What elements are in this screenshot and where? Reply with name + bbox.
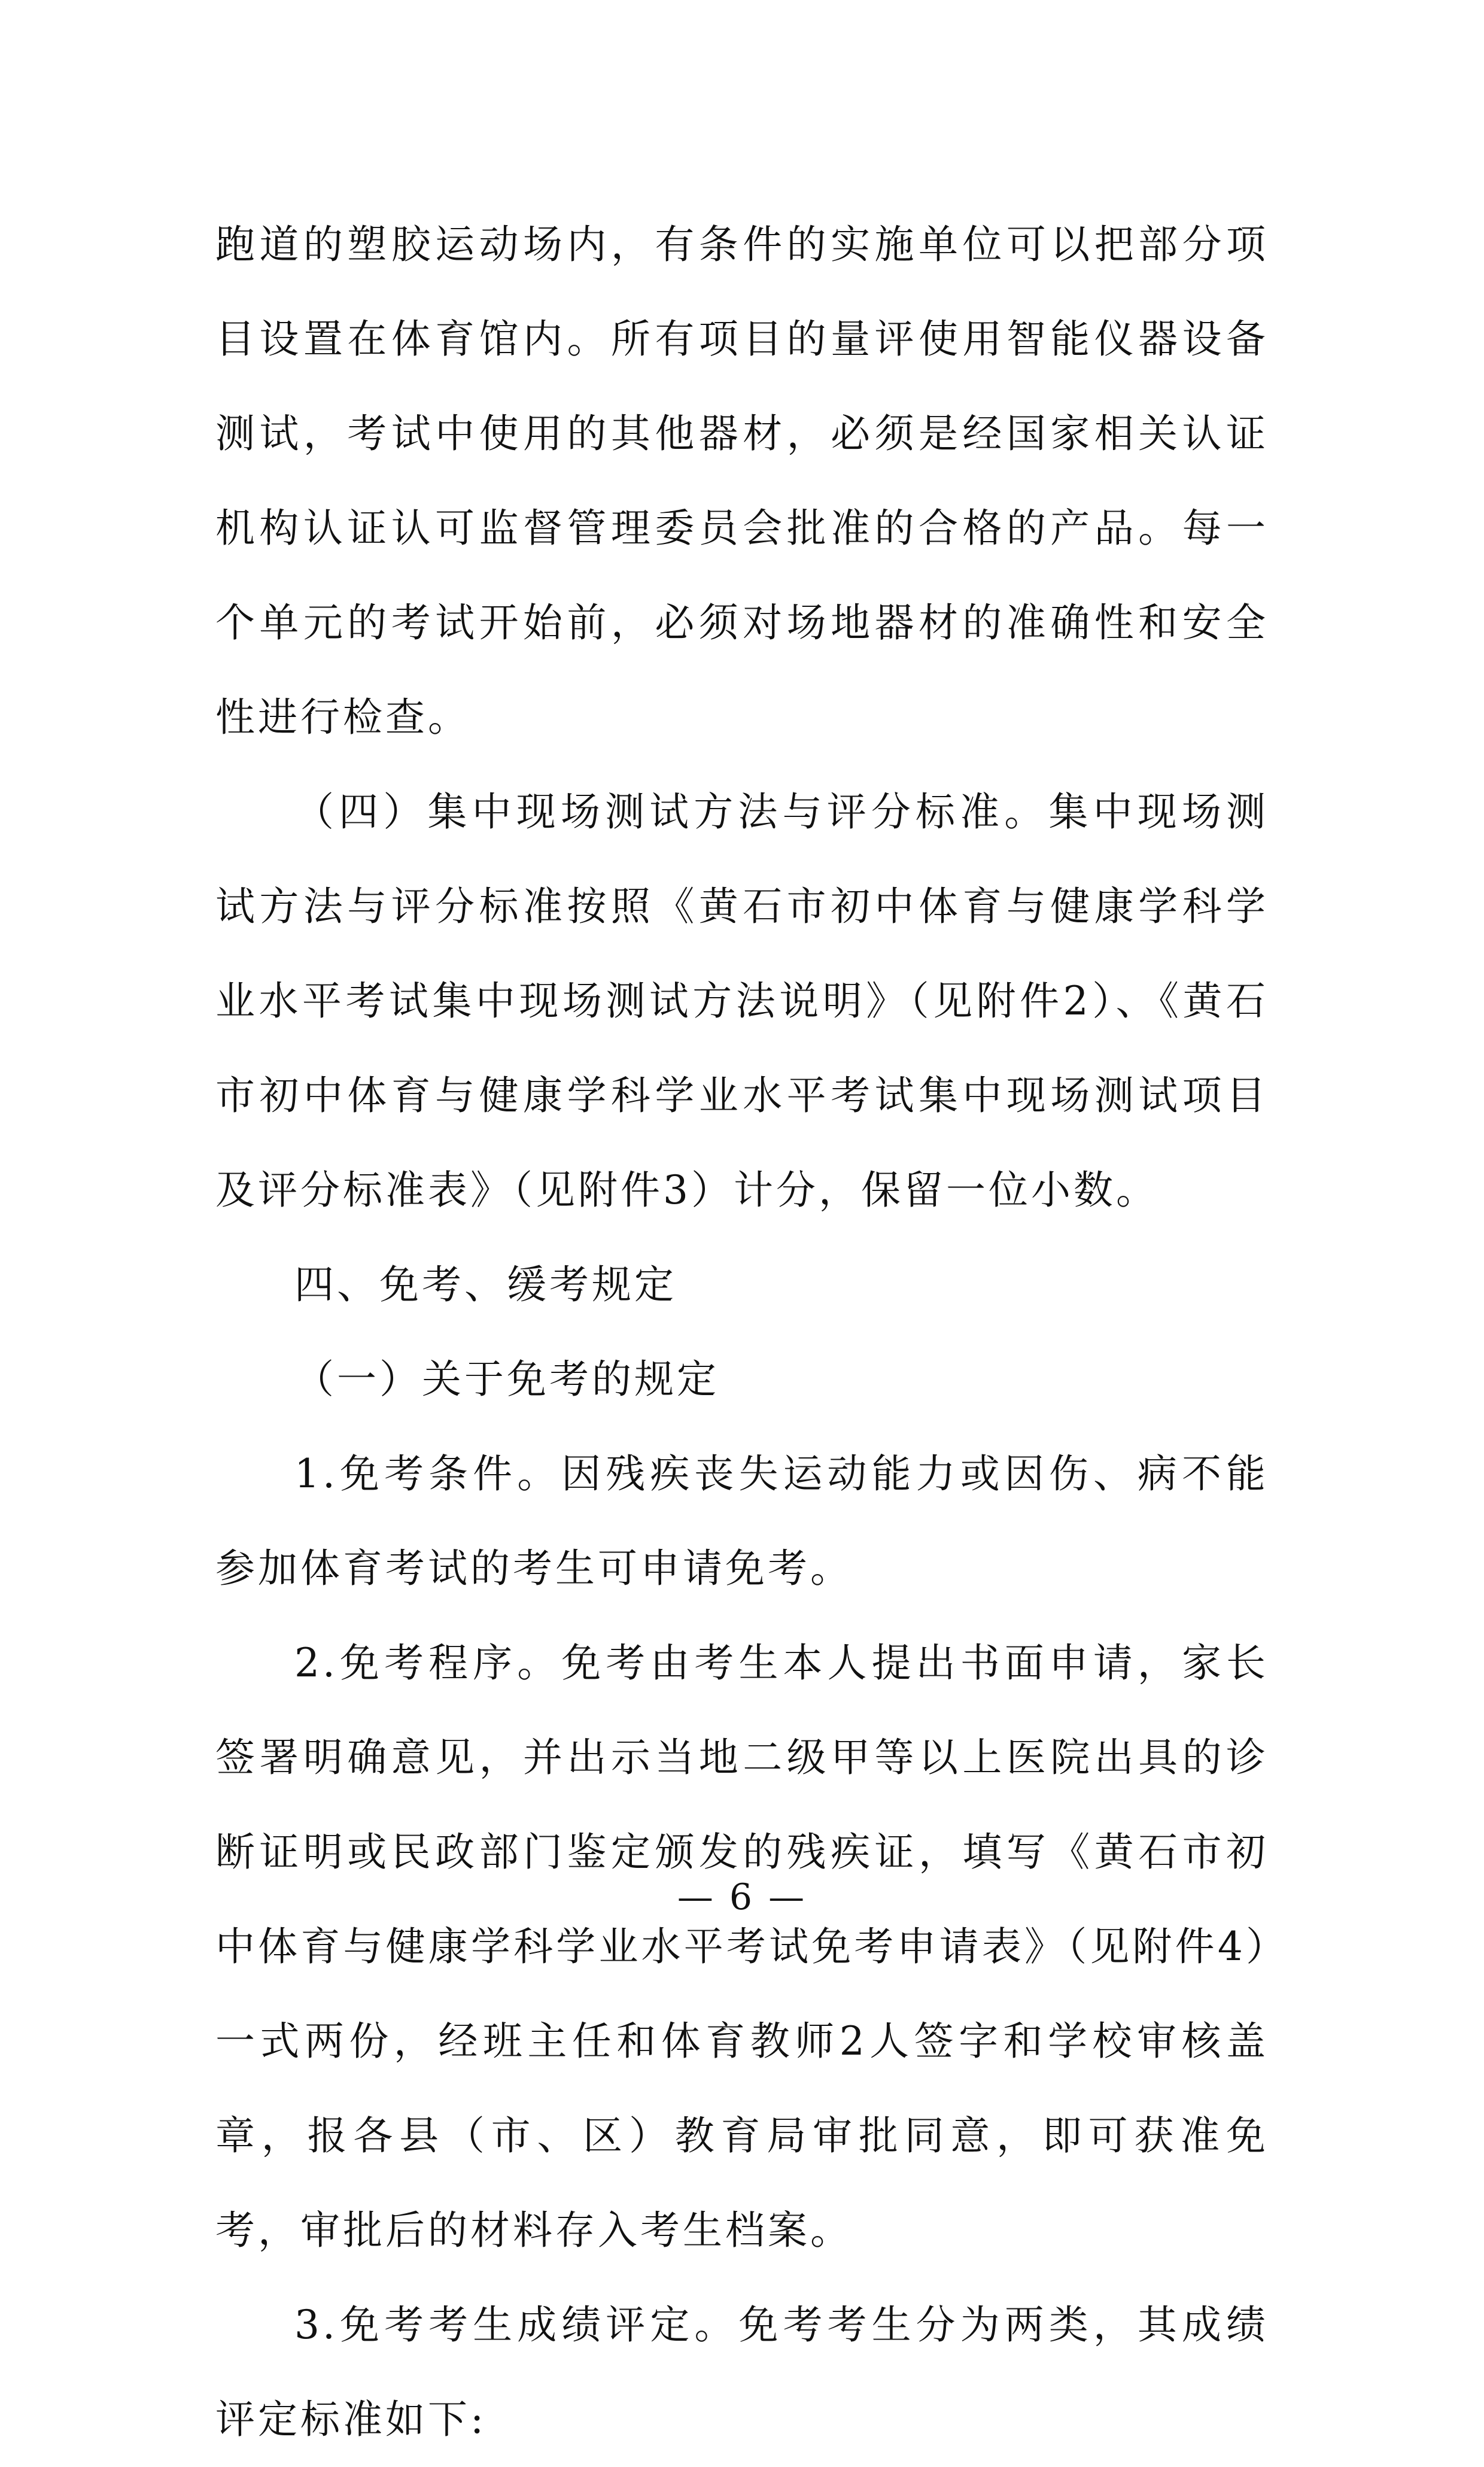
subsection-heading-exemption-rules: （一）关于免考的规定 — [294, 1356, 719, 1402]
paragraph-venue: 跑道的塑胶运动场内，有条件的实施单位可以把部分项目设置在体育馆内。所有项目的量评使用智能仪器设备测试，考试中使用的其他器材，必须是经国家相关认证机构认证认可监督管理委员会批准的合格的产品。每一个单元的考试开始前，必须对场地器材的准确性和安全性进行检查。 — [215, 221, 1269, 740]
document-body — [215, 198, 1269, 2467]
section-heading-exemption: 四、免考、缓考规定 — [294, 1262, 677, 1308]
paragraph-exemption-conditions: 1.免考条件。因残疾丧失运动能力或因伤、病不能参加体育考试的考生可申请免考。 — [215, 1451, 1269, 1591]
page-number: — 6 — — [677, 1876, 807, 1918]
paragraph-exemption-scoring: 3.免考考生成绩评定。免考考生分为两类，其成绩评定标准如下: — [215, 2302, 1269, 2442]
paragraph-exemption-procedure: 2.免考程序。免考由考生本人提出书面申请，家长签署明确意见，并出示当地二级甲等以上医院出具的诊断证明或民政部门鉴定颁发的残疾证，填写《黄石市初中体育与健康学科学业水平考试免考申请表》（见附件4）一式两份，经班主任和体育教师2人签字和学校审核盖章，报各县（市、区）教育局审批同意，即可获准免考，审批后的材料存入考生档案。 — [215, 1640, 1269, 2253]
paragraph-test-method: （四）集中现场测试方法与评分标准。集中现场测试方法与评分标准按照《黄石市初中体育与健康学科学业水平考试集中现场测试方法说明》（见附件2）、《黄石市初中体育与健康学科学业水平考试集中现场测试项目及评分标准表》（见附件3）计分，保留一位小数。 — [215, 789, 1269, 1213]
